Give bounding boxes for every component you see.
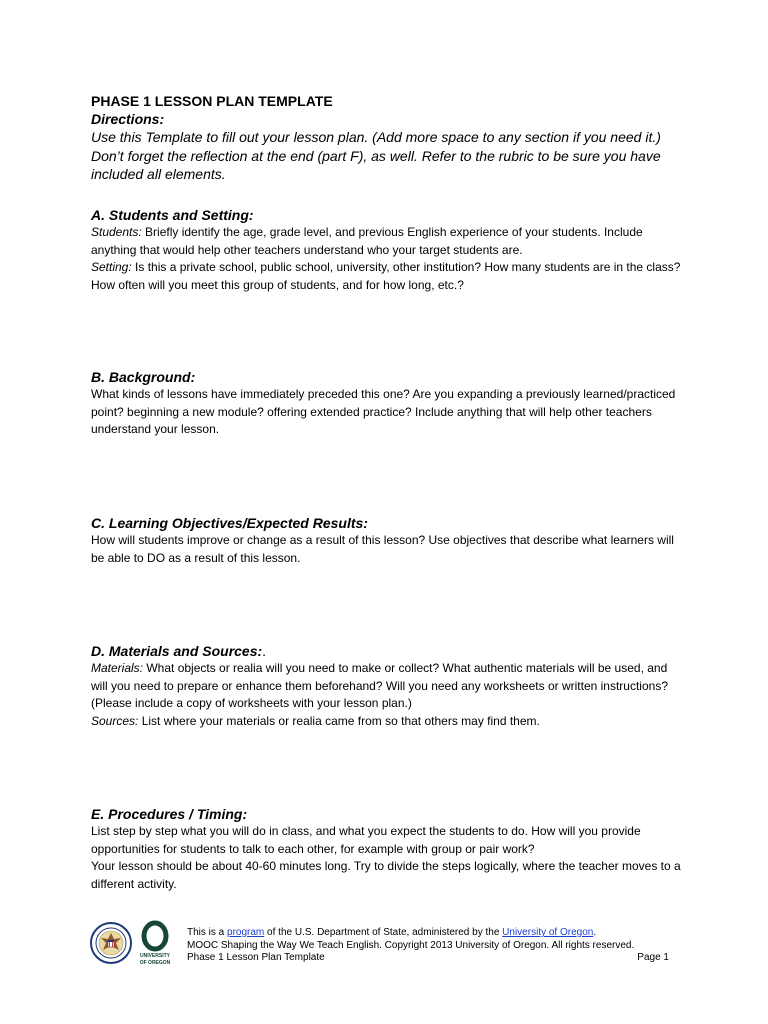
section-b-title: B. Background: — [91, 369, 196, 385]
footer-line-3 — [187, 952, 669, 965]
section-materials-sources — [91, 642, 681, 730]
dept-of-state-seal-icon — [90, 922, 132, 964]
section-background — [91, 368, 681, 439]
sources-label: Sources: — [91, 713, 139, 728]
university-of-oregon-link[interactable]: University of Oregon — [502, 927, 594, 938]
footer-line-2: MOOC Shaping the Way We Teach English. Copyright 2013 University of Oregon. All rights reserved. — [187, 939, 635, 951]
footer-line-1-mid: of the U.S. Department of State, administered by the — [264, 927, 503, 938]
footer-document-name: Phase 1 Lesson Plan Template — [187, 952, 325, 963]
section-procedures-timing — [91, 805, 681, 893]
section-c-title: C. Learning Objectives/Expected Results: — [91, 515, 368, 531]
section-learning-objectives — [91, 514, 681, 567]
setting-text: Is this a private school, public school, university, other institution? How many students are in the class? How often will you meet this group of students, and for how long, etc.? — [91, 260, 681, 292]
section-d-materials — [91, 660, 681, 713]
university-of-oregon-logo-icon — [136, 920, 174, 970]
section-a-title: A. Students and Setting: — [91, 207, 254, 223]
section-e-title: E. Procedures / Timing: — [91, 806, 248, 822]
section-d-title — [91, 642, 681, 660]
section-e-text1: List step by step what you will do in class, and what you expect the students to do. How will you provide opportunities for students to talk to each other, for example with group or pair work? — [91, 824, 641, 856]
footer-text — [187, 927, 669, 965]
students-text: Briefly identify the age, grade level, and previous English experience of your students. Include anything that would help other teachers understand who your target students are. — [91, 225, 643, 257]
section-d-title-suffix: . — [262, 643, 267, 659]
directions-label: Directions: — [91, 111, 165, 127]
footer-line-1 — [187, 927, 669, 940]
svg-text:UNIVERSITY: UNIVERSITY — [139, 953, 171, 959]
document-header — [91, 92, 681, 203]
page-title: PHASE 1 LESSON PLAN TEMPLATE — [91, 93, 333, 109]
svg-text:OF OREGON: OF OREGON — [139, 960, 171, 966]
students-label: Students: — [91, 225, 142, 239]
section-b-text: What kinds of lessons have immediately preceded this one? Are you expanding a previously learned/practiced point? beginning a new module? offering extended practice? Include anything that will help other teachers understand your lesson. — [91, 387, 676, 436]
section-d-title-text: D. Materials and Sources: — [91, 643, 263, 659]
materials-label: Materials: — [91, 661, 144, 675]
section-d-sources — [91, 713, 681, 731]
setting-label: Setting: — [91, 260, 132, 274]
section-e-text2: Your lesson should be about 40-60 minutes long. Try to divide the steps logically, where the teacher moves to a different activity. — [91, 859, 681, 891]
section-a-setting — [91, 259, 681, 294]
section-students-setting — [91, 206, 681, 294]
program-link[interactable]: program — [227, 927, 265, 938]
sources-text: List where your materials or realia came from so that others may find them. — [138, 713, 540, 728]
materials-text: What objects or realia will you need to make or collect? What authentic materials will be used, and will you need to prepare or enhance them beforehand? Will you need any worksheets or written instructions? (Please include a copy of worksheets with your lesson plan.) — [91, 661, 668, 710]
directions-text: Use this Template to fill out your lesson plan. (Add more space to any section if you need it.) Don’t forget the reflection at the end (part F), as well. Refer to the rubric to be sure you have included all elements. — [91, 129, 661, 182]
footer-line-1-post: . — [593, 927, 597, 938]
footer-line-1-pre: This is a — [187, 927, 228, 938]
section-a-students — [91, 224, 681, 259]
page-footer — [88, 920, 678, 972]
page-number: Page 1 — [637, 952, 669, 963]
section-c-text: How will students improve or change as a result of this lesson? Use objectives that describe what learners will be able to DO as a result of this lesson. — [91, 533, 674, 565]
